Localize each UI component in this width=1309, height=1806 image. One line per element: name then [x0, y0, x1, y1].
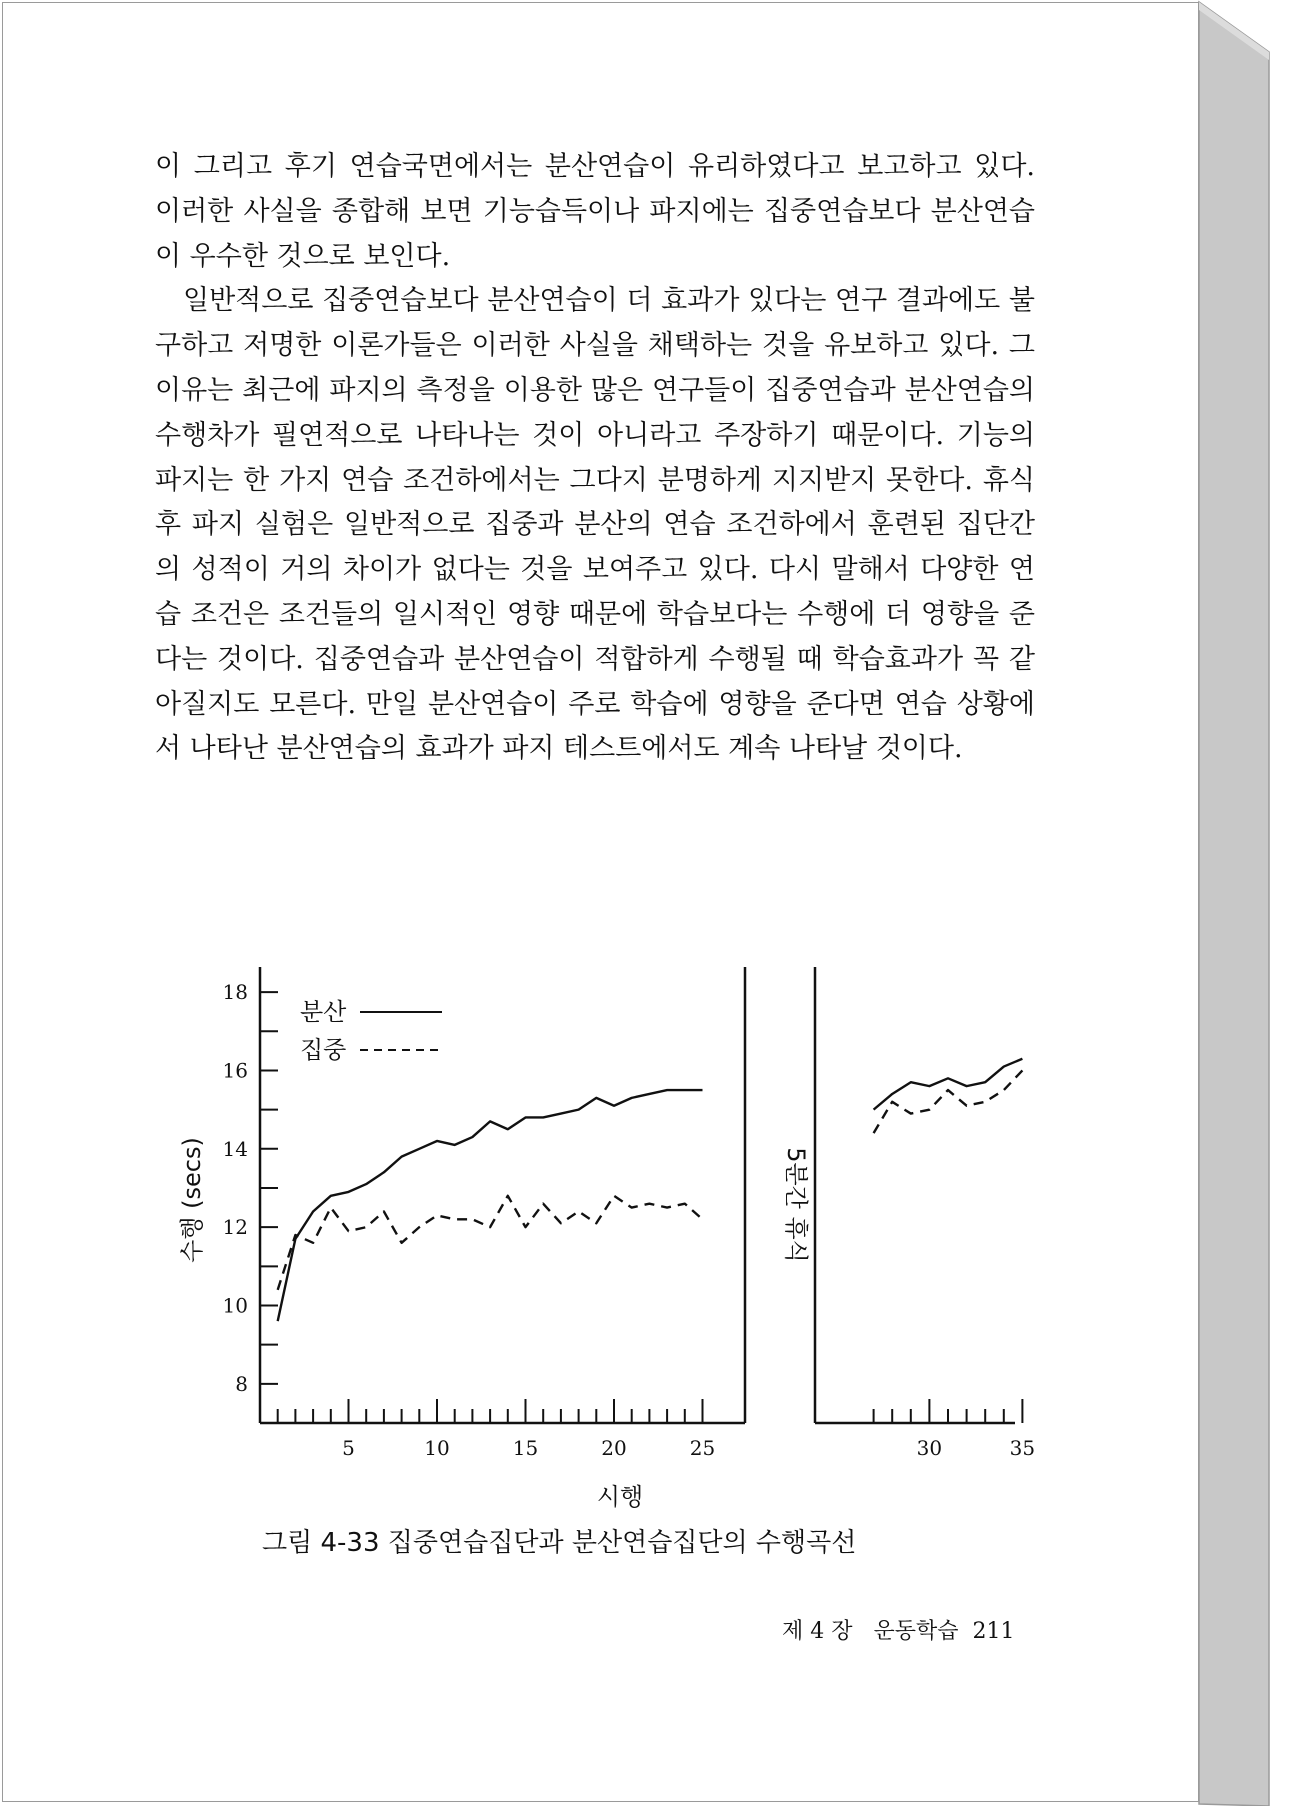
- legend-label-1: 분산: [300, 998, 347, 1026]
- series-line-2-after-rest: [874, 1070, 1023, 1133]
- footer-chapter: 제 4 장: [782, 1619, 853, 1644]
- series-line-2-before-rest: [278, 1196, 703, 1290]
- paragraph-2: 일반적으로 집중연습보다 분산연습이 더 효과가 있다는 연구 결과에도 불구하고 저명한 이론가들은 이러한 사실을 채택하는 것을 유보하고 있다. 그 이유는 최근에 파지의 측정을 이용한 많은 연구들이 집중연습과 분산연습의 수행차가 필연적으로 나타나는 것이 아니라고 주장하기 때문이다. 기능의 파지는 한 가지 연습 조건하에서는 그다지 분명하게 지지받지 못한다. 휴식 후 파지 실험은 일반적으로 집중과 분산의 연습 조건하에서 훈련된 집단간의 성적이 거의 차이가 없다는 것을 보여주고 있다. 다시 말해서 다양한 연습 조건은 조건들의 일시적인 영향 때문에 학습보다는 수행에 더 영향을 준다는 것이다. 집중연습과 분산연습이 적합하게 수행될 때 학습효과가 꼭 같아질지도 모른다. 만일 분산연습이 주로 학습에 영향을 준다면 연습 상황에서 나타난 분산연습의 효과가 파지 테스트에서도 계속 나타날 것이다.: [155, 285, 1035, 765]
- x-tick-label: 5: [342, 1436, 355, 1460]
- body-text: [155, 145, 1035, 772]
- y-tick-label: 14: [222, 1136, 248, 1161]
- legend-label-2: 집중: [300, 1036, 347, 1064]
- figure-caption: 그림 4-33 집중연습집단과 분산연습집단의 수행곡선: [262, 1528, 857, 1558]
- x-tick-label: 10: [424, 1436, 450, 1460]
- x-tick-label: 30: [916, 1436, 943, 1460]
- performance-chart: [150, 960, 1036, 1511]
- series-line-1-after-rest: [874, 1059, 1023, 1110]
- paragraph-1: 이 그리고 후기 연습국면에서는 분산연습이 유리하였다고 보고하고 있다. 이러한 사실을 종합해 보면 기능습득이나 파지에는 집중연습보다 분산연습이 우수한 것으로 보인다.: [155, 151, 1035, 272]
- y-tick-label: 12: [222, 1215, 248, 1240]
- series-line-1-before-rest: [278, 1090, 703, 1321]
- x-tick-label: 25: [689, 1436, 716, 1460]
- y-tick-label: 8: [235, 1371, 248, 1396]
- x-axis-label: 시행: [596, 1483, 644, 1511]
- x-tick-label: 15: [512, 1436, 539, 1460]
- y-tick-label: 10: [222, 1293, 248, 1318]
- x-tick-label: 35: [1009, 1436, 1036, 1460]
- x-tick-label: 20: [601, 1436, 627, 1460]
- rest-period-label: 5분간 휴식: [782, 1147, 810, 1263]
- y-tick-label: 18: [222, 980, 248, 1005]
- footer-page-number: 211: [972, 1619, 1015, 1644]
- page-footer: [782, 1614, 1015, 1645]
- y-axis-label: 수행 (secs): [178, 1137, 206, 1263]
- footer-chapter-title: 운동학습: [873, 1619, 959, 1644]
- figure-performance-curve: [150, 960, 1036, 1511]
- y-tick-label: 16: [222, 1058, 248, 1083]
